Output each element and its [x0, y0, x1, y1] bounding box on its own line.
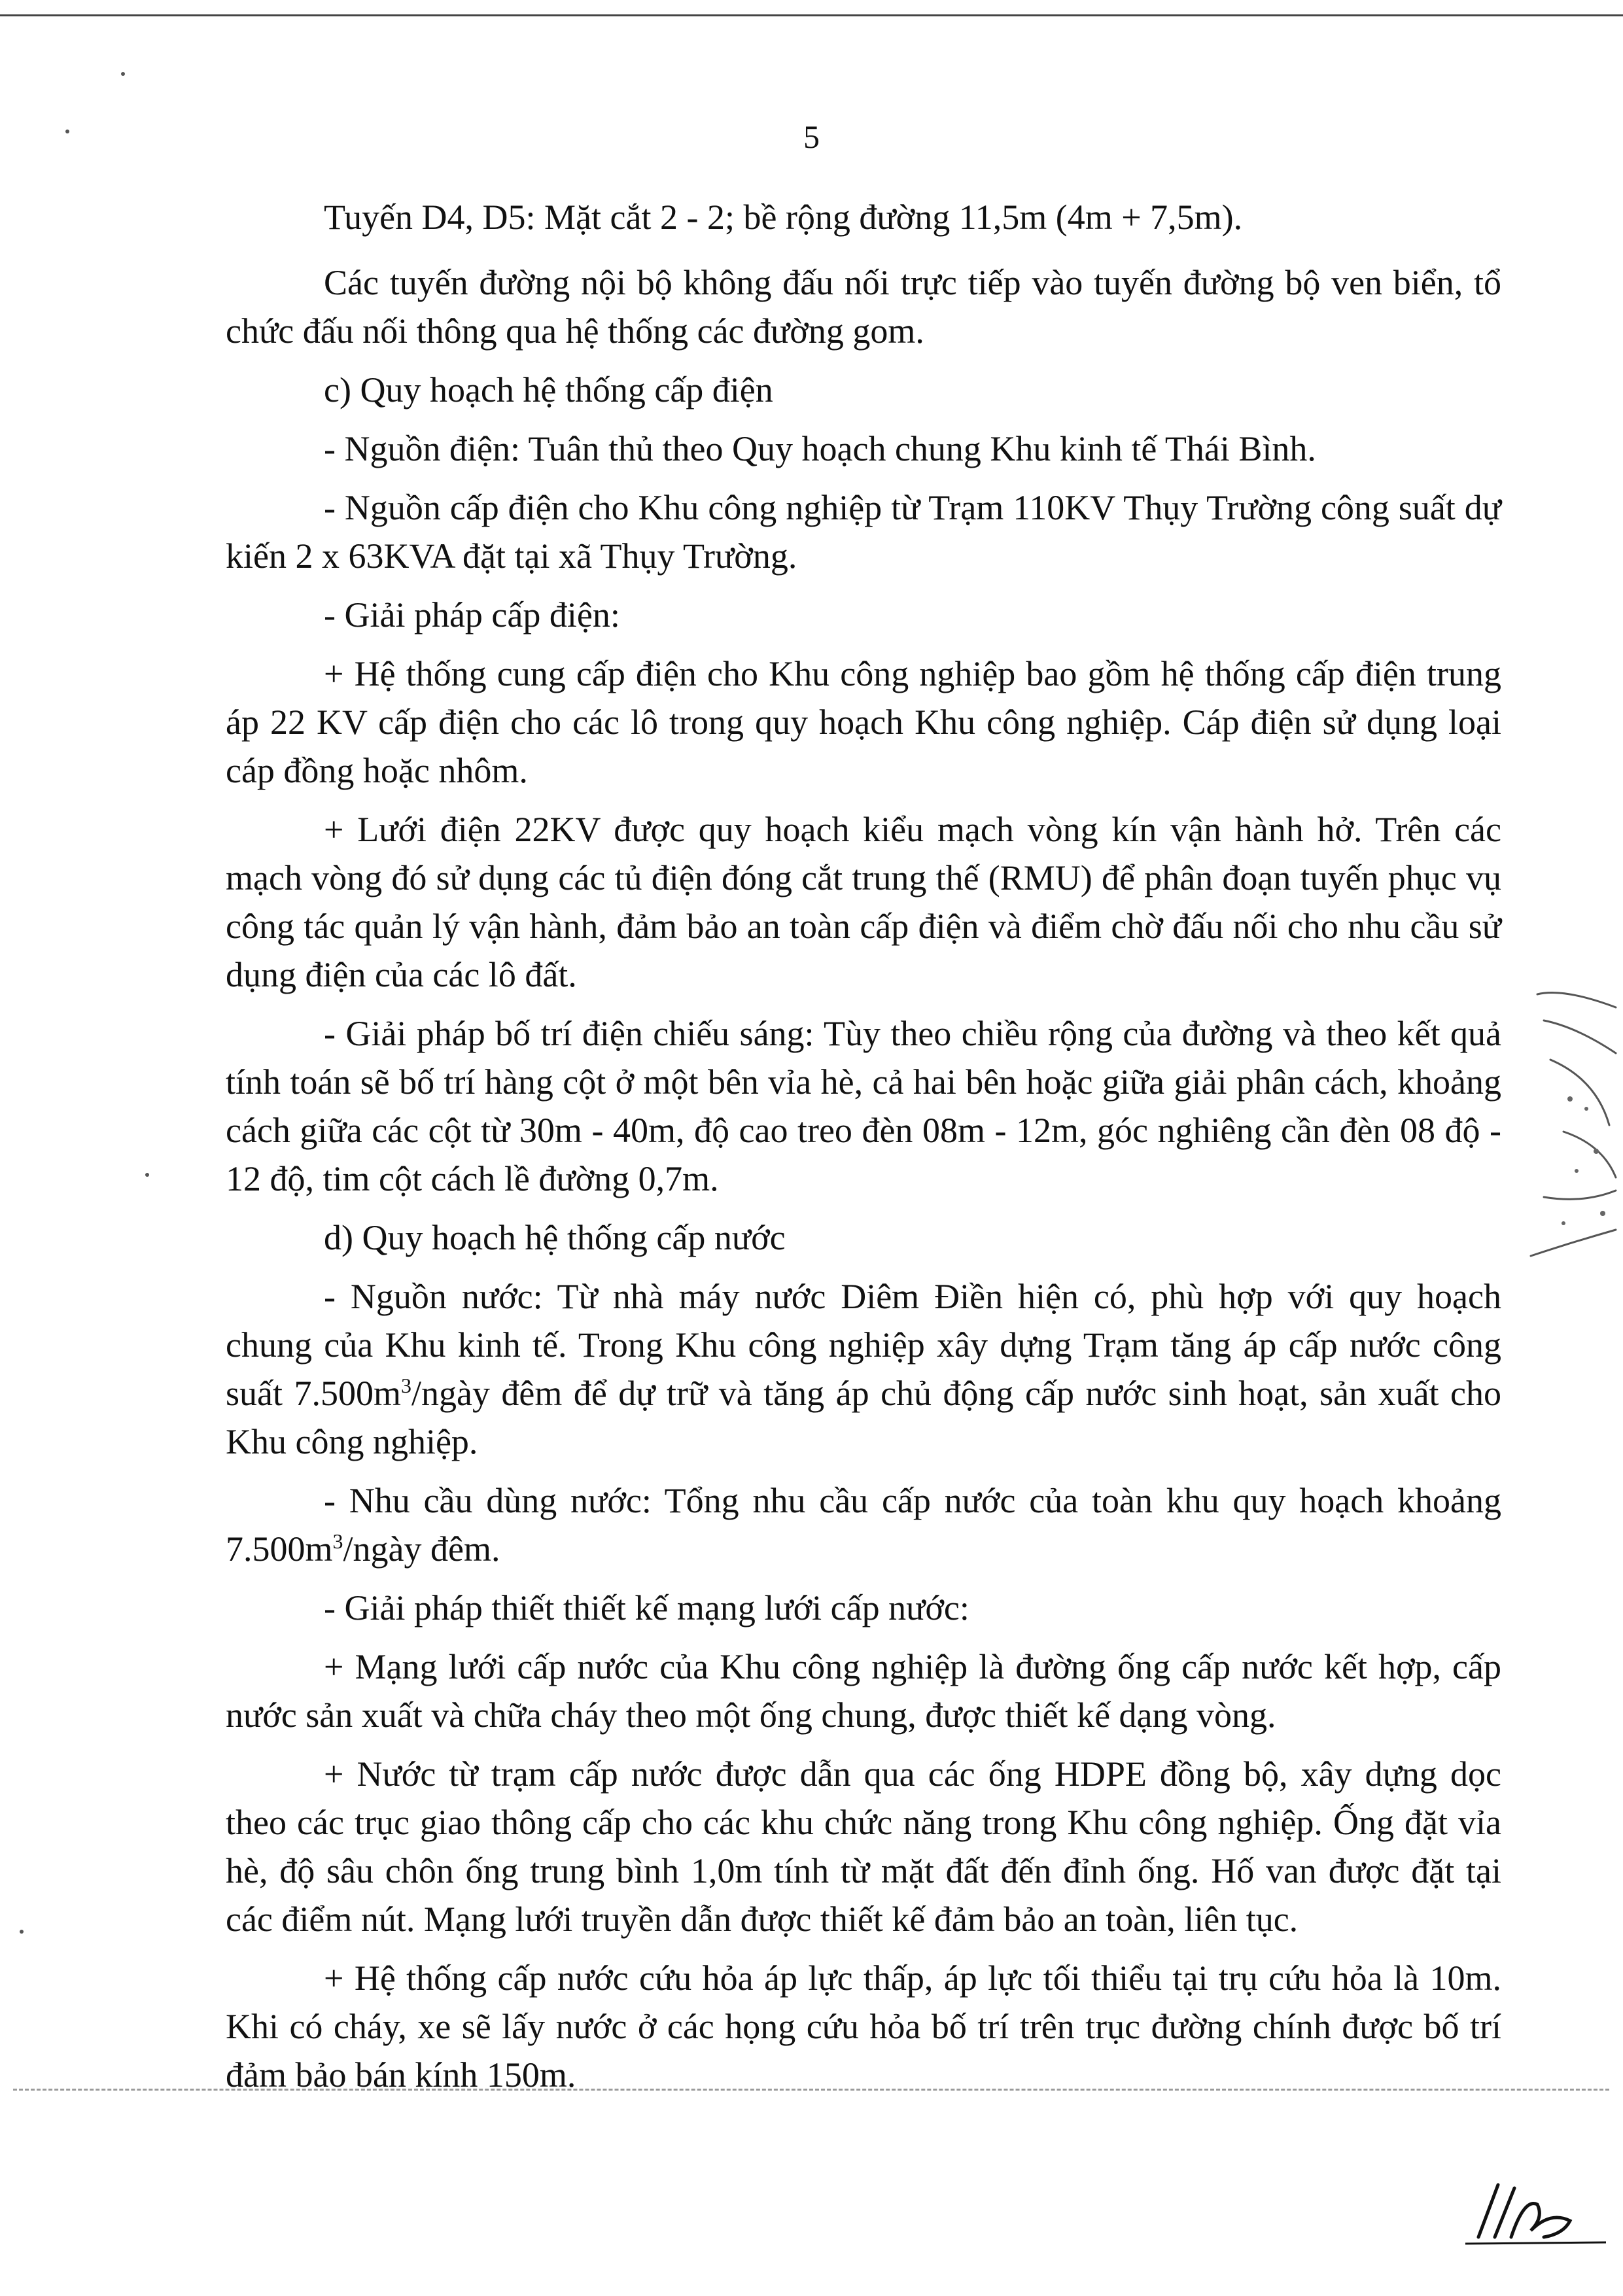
paragraph-text: - Nguồn nước: Từ nhà máy nước Diêm Điền hiện có, phù hợp với quy hoạch chung của Khu kinh tế. Trong Khu công nghiệp xây dựng Trạm tăng áp cấp nước công suất 7.500m [226, 1277, 1501, 1413]
scan-speck [20, 1930, 24, 1934]
stamp-stroke [1537, 993, 1616, 1008]
section-heading: d) Quy hoạch hệ thống cấp nước [324, 1218, 786, 1257]
paragraph: Các tuyến đường nội bộ không đấu nối trực tiếp vào tuyến đường bộ ven biển, tổ chức đấu nối thông qua hệ thống các đường gom. [226, 263, 1501, 351]
paragraph: - Nguồn điện: Tuân thủ theo Quy hoạch chung Khu kinh tế Thái Bình. [324, 429, 1316, 468]
paragraph: - Giải pháp bố trí điện chiếu sáng: Tùy theo chiều rộng của đường và theo kết quả tính toán sẽ bố trí hàng cột ở một bên vỉa hè, cả hai bên hoặc giữa giải phân cách, khoảng cách giữa các cột từ 30m - 40m, độ cao treo đèn 08m - 12m, góc nghiêng cần đèn 08 độ - 12 độ, tim cột cách lề đường 0,7m. [226, 1014, 1501, 1198]
paragraph: + Nước từ trạm cấp nước được dẫn qua các ống HDPE đồng bộ, xây dựng dọc theo các trục giao thông cấp cho các khu chức năng trong Khu công nghiệp. Ống đặt vỉa hè, độ sâu chôn ống trung bình 1,0m tính từ mặt đất đến đỉnh ống. Hố van được đặt tại các điểm nút. Mạng lưới truyền dẫn được thiết kế đảm bảo an toàn, liên tục. [226, 1754, 1501, 1939]
stamp-stroke [1531, 1230, 1616, 1256]
paragraph-text: - Nhu cầu dùng nước: Tổng nhu cầu cấp nước của toàn khu quy hoạch khoảng 7.500m [226, 1481, 1501, 1569]
paragraph: + Lưới điện 22KV được quy hoạch kiểu mạch vòng kín vận hành hở. Trên các mạch vòng đó sử dụng các tủ điện đóng cắt trung thế (RMU) để phân đoạn tuyến phục vụ công tác quản lý vận hành, đảm bảo an toàn cấp điện và điểm chờ đấu nối cho nhu cầu sử dụng điện của các lô đất. [226, 810, 1501, 994]
paragraph [226, 1476, 1501, 1573]
paragraph: Tuyến D4, D5: Mặt cắt 2 - 2; bề rộng đường 11,5m (4m + 7,5m). [324, 198, 1243, 237]
superscript: 3 [400, 1374, 411, 1397]
paragraph: - Giải pháp thiết thiết kế mạng lưới cấp nước: [324, 1588, 969, 1627]
paragraph-text: /ngày đêm để dự trữ và tăng áp chủ động cấp nước sinh hoạt, sản xuất cho Khu công nghiệp. [226, 1374, 1501, 1461]
dashed-rule [13, 2089, 1609, 2091]
paragraph: + Hệ thống cấp nước cứu hỏa áp lực thấp, áp lực tối thiểu tại trụ cứu hỏa là 10m. Khi có cháy, xe sẽ lấy nước ở các họng cứu hỏa bố trí trên trục đường chính được bố trí đảm bảo bán kính 150m. [226, 1958, 1501, 2095]
stamp-stroke [1563, 1132, 1616, 1177]
paragraph-text: /ngày đêm. [343, 1529, 500, 1569]
signature-initials [1452, 2172, 1609, 2250]
scan-speck [145, 1173, 149, 1177]
scan-speck [121, 72, 125, 76]
paragraph [226, 1272, 1501, 1466]
page-number: 5 [803, 118, 820, 155]
seal-stamp-fragment [1524, 981, 1622, 1276]
stamp-stroke [1544, 1020, 1616, 1053]
superscript: 3 [332, 1529, 343, 1553]
top-rule [0, 14, 1623, 16]
paragraph: - Giải pháp cấp điện: [324, 595, 620, 635]
stamp-stroke [1544, 1191, 1616, 1199]
paragraph: + Hệ thống cung cấp điện cho Khu công nghiệp bao gồm hệ thống cấp điện trung áp 22 KV cấp điện cho các lô trong quy hoạch Khu công nghiệp. Cáp điện sử dụng loại cáp đồng hoặc nhôm. [226, 654, 1501, 790]
section-heading: c) Quy hoạch hệ thống cấp điện [324, 370, 773, 409]
document-body [226, 193, 1501, 2110]
paragraph: + Mạng lưới cấp nước của Khu công nghiệp là đường ống cấp nước kết hợp, cấp nước sản xuất và chữa cháy theo một ống chung, được thiết kế dạng vòng. [226, 1647, 1501, 1735]
stamp-stroke [1550, 1060, 1609, 1125]
paragraph: - Nguồn cấp điện cho Khu công nghiệp từ Trạm 110KV Thụy Trường công suất dự kiến 2 x 63KVA đặt tại xã Thụy Trường. [226, 488, 1501, 576]
